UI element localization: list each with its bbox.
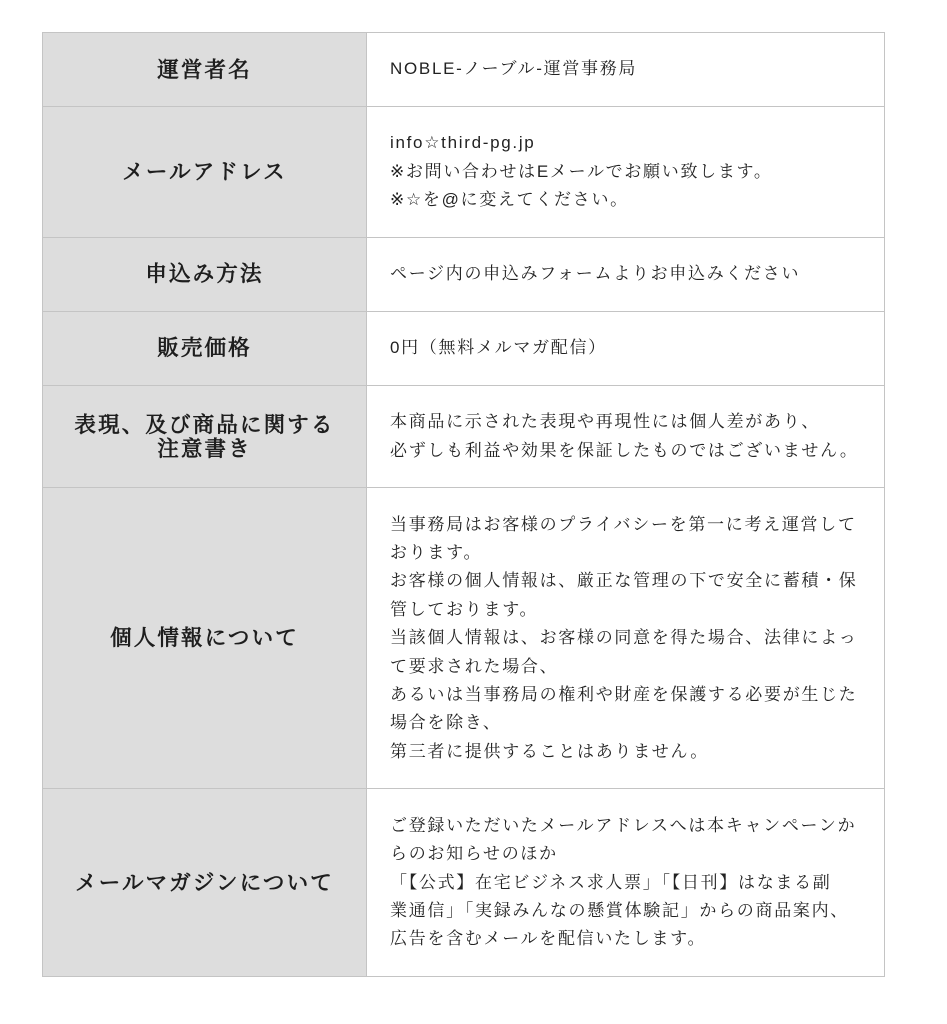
value-line: 0円（無料メルマガ配信）: [390, 338, 607, 358]
value-line: お客様の個人情報は、厳正な管理の下で安全に蓄積・保: [390, 571, 858, 591]
table-row-newsletter: [43, 789, 885, 977]
row-value: [367, 488, 885, 789]
email-address-text: info☆third-pg.jp: [390, 133, 536, 153]
row-value: [367, 33, 885, 107]
table-row-operator: [43, 33, 885, 107]
table-row-price: [43, 311, 885, 385]
value-line: あるいは当事務局の権利や財産を保護する必要が生じた: [390, 684, 858, 704]
row-label: [43, 107, 367, 238]
value-line: て要求された場合、: [390, 656, 559, 676]
row-label: [43, 311, 367, 385]
row-value: [367, 385, 885, 487]
row-label: [43, 33, 367, 107]
value-line: NOBLE-ノーブル-運営事務局: [390, 59, 638, 79]
table-row-application-method: [43, 237, 885, 311]
value-line: 本商品に示された表現や再現性には個人差があり、: [390, 412, 821, 432]
value-line: ページ内の申込みフォームよりお申込みください: [390, 264, 801, 284]
row-label: [43, 488, 367, 789]
value-line: 業通信」「実録みんなの懸賞体験記」からの商品案内、: [390, 900, 849, 920]
label-line: 販売価格: [157, 336, 252, 361]
value-line: 「【公式】在宅ビジネス求人票」「【日刊】はなまる副: [390, 872, 832, 892]
table-row-disclaimer: [43, 385, 885, 487]
value-line: 管しております。: [390, 599, 539, 619]
value-line: 広告を含むメールを配信いたします。: [390, 929, 707, 949]
label-line: 表現、及び商品に関する: [74, 412, 335, 437]
row-label: [43, 789, 367, 977]
value-line: ご登録いただいたメールアドレスへは本キャンペーンか: [390, 815, 857, 835]
row-label: [43, 385, 367, 487]
value-line: ※☆を@に変えてください。: [390, 190, 629, 210]
row-value: [367, 789, 885, 977]
table-row-email: [43, 107, 885, 238]
value-line: ※お問い合わせはEメールでお願い致します。: [390, 161, 773, 181]
label-line: メールアドレス: [122, 159, 287, 184]
value-line: らのお知らせのほか: [390, 844, 558, 864]
label-line: 運営者名: [157, 57, 252, 82]
table-row-privacy: [43, 488, 885, 789]
label-line: 注意書き: [157, 436, 252, 461]
label-line: 申込み方法: [145, 262, 264, 287]
row-value: [367, 237, 885, 311]
row-value: [367, 107, 885, 238]
row-label: [43, 237, 367, 311]
row-value: [367, 311, 885, 385]
value-line: 当該個人情報は、お客様の同意を得た場合、法律によっ: [390, 628, 858, 648]
label-line: メールマガジンについて: [75, 870, 334, 895]
value-line: 当事務局はお客様のプライバシーを第一に考え運営して: [390, 514, 857, 534]
value-line: おります。: [390, 542, 483, 562]
value-line: 場合を除き、: [390, 713, 502, 733]
value-line: 必ずしも利益や効果を保証したものではございません。: [390, 440, 859, 460]
value-line: 第三者に提供することはありません。: [390, 741, 709, 761]
label-line: 個人情報について: [110, 626, 299, 651]
info-table: [42, 32, 885, 977]
